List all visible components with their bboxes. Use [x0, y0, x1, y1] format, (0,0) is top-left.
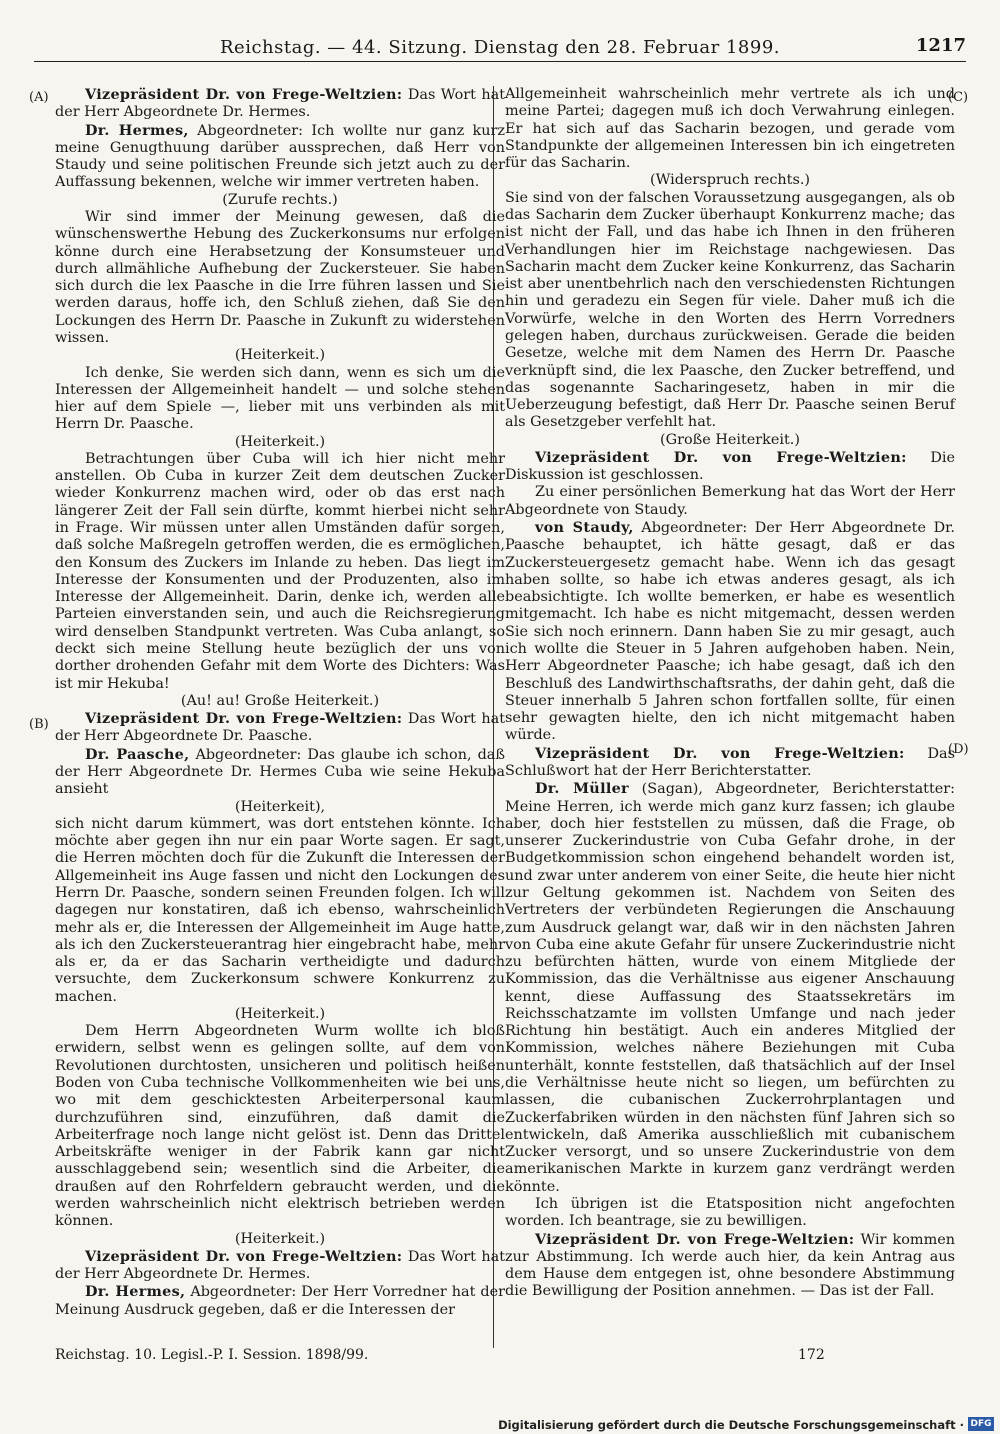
speaker-name: Dr. Müller	[535, 780, 629, 798]
margin-marker-b: (B)	[29, 717, 49, 732]
margin-marker-d: (D)	[948, 742, 969, 757]
paragraph: Vizepräsident Dr. von Frege-Weltzien: Das Wort hat der Herr Abgeordnete Dr. Paasche.	[55, 710, 506, 745]
paragraph: Ich übrigen ist die Etatsposition nicht angefochten worden. Ich beantrage, sie zu bewilligen.	[505, 1196, 955, 1230]
stage-direction: (Große Heiterkeit.)	[659, 431, 800, 448]
stage-direction: (Heiterkeit.)	[234, 1230, 326, 1247]
paragraph: Zu einer persönlichen Bemerkung hat das Wort der Herr Abgeordnete von Staudy.	[505, 484, 955, 518]
paragraph: von Staudy, Abgeordneter: Der Herr Abgeordnete Dr. Paasche behauptet, ich hätte gesagt, daß er das Zuckersteuergesetz gemacht habe. Wenn ich das gesagt haben sollte, so habe ich etwas anderes gesagt, als ich beabsichtigte. Ich wollte bemerken, er habe es wesentlich mitgemacht. Ich habe es nicht mitgemacht, dessen werden Sie sich noch erinnern. Dann haben Sie zu mir gesagt, auch ich wollte die Steuer in 5 Jahren aufgehoben haben. Nein, Herr Abgeordneter Paasche; ich habe gesagt, daß ich den Beschluß des Landwirthschaftsraths, der dahin geht, daß die Steuer innerhalb 5 Jahren schon fortfallen sollte, für einen sehr gewagten hielte, den ich nicht mitgemacht haben würde.	[505, 519, 955, 744]
paragraph: Dr. Müller (Sagan), Abgeordneter, Berichterstatter: Meine Herren, ich werde mich ganz kurz fassen; ich glaube aber, doch hier feststellen zu müssen, daß die Frage, ob unserer Zuckerindustrie von Cuba Gefahr drohe, in der Budgetkommission schon eingehend behandelt worden ist, und zwar unter anderem von einer Seite, die heute hier nicht zur Geltung gekommen ist. Nachdem von Seiten des Vertreters der verbündeten Regierungen die Anschauung zum Ausdruck gelangt war, daß wir in den nächsten Jahren von Cuba eine akute Gefahr für unsere Zuckerindustrie nicht zu befürchten hätten, wurde von einem Mitgliede der Kommission, das die Verhältnisse aus eigener Anschauung kennt, diese Auffassung des Staatssekretärs im Reichsschatzamte im vollsten Umfange und nach jeder Richtung hin bestätigt. Auch ein anderes Mitglied der Kommission, welches nähere Beziehungen mit Cuba unterhält, konnte feststellen, daß thatsächlich auf der Insel die Verhältnisse heute nicht so liegen, um befürchten zu lassen, die cubanischen Zuckerrohrplantagen und Zuckerfabriken würden in den nächsten fünf Jahren sich so entwickeln, daß Amerika ausschließlich mit cubanischem Zucker versorgt, und so unsere Zuckerindustrie von dem amerikanischen Markte in kurzem ganz verdrängt werden könnte.	[505, 780, 955, 1195]
stage-direction: (Widerspruch rechts.)	[649, 172, 811, 189]
stage-direction: (Au! au! Große Heiterkeit.)	[180, 692, 380, 709]
left-column	[55, 86, 505, 1319]
margin-marker-a: (A)	[29, 90, 49, 105]
paragraph: Dr. Hermes, Abgeordneter: Ich wollte nur ganz kurz meine Genugthuung darüber aussprechen, daß Herr von Staudy und seine politischen Freunde sich jetzt auch zu der Auffassung bekennen, welche wir immer vertreten haben.	[55, 121, 506, 191]
speaker-name: Vizepräsident Dr. von Frege-Weltzien:	[85, 1247, 403, 1265]
paragraph: Vizepräsident Dr. von Frege-Weltzien: Das Wort hat der Herr Abgeordnete Dr. Hermes.	[55, 1247, 506, 1283]
speaker-name: Vizepräsident Dr. von Frege-Weltzien:	[535, 1230, 855, 1248]
stage-direction: (Zurufe rechts.)	[222, 191, 338, 208]
running-header	[34, 33, 966, 62]
digitization-credit: Digitalisierung gefördert durch die Deutsche Forschungsgemeinschaft ·	[498, 1418, 964, 1432]
right-column	[505, 86, 955, 1301]
paragraph: Dr. Paasche, Abgeordneter: Das glaube ich schon, daß der Herr Abgeordnete Dr. Hermes Cuba wie seine Hekuba ansieht	[55, 745, 506, 798]
paragraph: Dr. Hermes, Abgeordneter: Der Herr Vorredner hat der Meinung Ausdruck gegeben, daß er die Interessen der	[55, 1283, 506, 1318]
paragraph: Allgemeinheit wahrscheinlich mehr vertrete als ich und meine Partei; dagegen muß ich doch Verwahrung einlegen. Er hat sich auf das Sacharin bezogen, und gerade vom Standpunkte der allgemeinen Interessen bin ich eingetreten für das Sacharin.	[505, 86, 955, 172]
paragraph: Sie sind von der falschen Voraussetzung ausgegangen, als ob das Sacharin dem Zucker überhaupt Konkurrenz mache; das ist nicht der Fall, und das habe ich Ihnen in den früheren Verhandlungen hier im Reichstage nachgewiesen. Das Sacharin macht dem Zucker keine Konkurrenz, das Sacharin ist aber unentbehrlich nach den verschiedensten Richtungen hin und geradezu ein Segen für viele. Daher muß ich die Vorwürfe, welche in den Worten des Herrn Vorredners gelegen haben, durchaus zurückweisen. Gerade die beiden Gesetze, welche mit dem Namen des Herrn Dr. Paasche verknüpft sind, die lex Paasche, den Zucker betreffend, und das sogenannte Sacharingesetz, haben in mir die Ueberzeugung befestigt, daß Herr Dr. Paasche seinen Beruf als Gesetzgeber verfehlt hat.	[505, 189, 955, 431]
speaker-name: Vizepräsident Dr. von Frege-Weltzien:	[535, 744, 905, 762]
dfg-logo-icon: DFG	[968, 1417, 994, 1431]
paragraph: sich nicht darum kümmert, was dort entstehen könnte. Ich möchte aber gegen ihn nur ein paar Worte sagen. Er sagt, die Herren möchten doch für die Zukunft die Interessen der Allgemeinheit ins Auge fassen und nicht den Lockungen des Herrn Dr. Paasche, sondern seinen Freunden folgen. Ich will dagegen nur konstatiren, daß ich ebenso, wahrscheinlich mehr als er, die Interessen der Allgemeinheit im Auge hatte, als ich den Zuckersteuerantrag hier eingebracht habe, mehr als er, da er das Sacharin vertheidigte und dadurch versuchte, dem Zuckerkonsum schwere Konkurrenz zu machen.	[55, 815, 505, 1005]
stage-direction: (Heiterkeit.)	[234, 1005, 326, 1022]
speaker-name: Vizepräsident Dr. von Frege-Weltzien:	[535, 448, 907, 466]
stage-direction: (Heiterkeit.)	[234, 433, 326, 450]
speaker-name: Dr. Paasche,	[85, 745, 190, 763]
paragraph: Vizepräsident Dr. von Frege-Weltzien: Das Schlußwort hat der Herr Berichterstatter.	[505, 744, 955, 779]
speaker-name: Vizepräsident Dr. von Frege-Weltzien:	[85, 86, 403, 103]
paragraph: Vizepräsident Dr. von Frege-Weltzien: Das Wort hat der Herr Abgeordnete Dr. Hermes.	[55, 86, 506, 121]
header-title: Reichstag. — 44. Sitzung. Dienstag den 28. Februar 1899.	[219, 37, 780, 58]
footer-signature-number: 172	[798, 1347, 825, 1363]
margin-marker-c: (C)	[948, 90, 969, 105]
paragraph: Ich denke, Sie werden sich dann, wenn es sich um die Interessen der Allgemeinheit handelt — und solche stehen hier auf dem Spiele —, lieber mit uns verbinden als mit Herrn Dr. Paasche.	[55, 364, 505, 433]
speaker-name: Dr. Hermes,	[85, 121, 189, 139]
speaker-name: Vizepräsident Dr. von Frege-Weltzien:	[85, 710, 403, 728]
speaker-name: Dr. Hermes,	[85, 1283, 186, 1301]
stage-direction: (Heiterkeit),	[234, 798, 326, 815]
footer-session-info: Reichstag. 10. Legisl.-P. I. Session. 1898/99.	[55, 1347, 369, 1363]
speaker-name: von Staudy,	[535, 519, 634, 537]
page-number: 1217	[915, 35, 966, 56]
paragraph: Betrachtungen über Cuba will ich hier nicht mehr anstellen. Ob Cuba in kurzer Zeit dem deutschen Zucker wieder Konkurrenz machen wird, oder ob das erst nach längerer Zeit der Fall sein dürfte, kommt hierbei nicht sehr in Frage. Wir müssen unter allen Umständen dafür sorgen, daß solche Maßregeln getroffen werden, die es ermöglichen, den Konsum des Zuckers im Inlande zu heben. Das liegt im Interesse der Konsumenten und der Produzenten, also im Interesse der Allgemeinheit. Darin, denke ich, werden alle Parteien einverstanden sein, und auch die Reichsregierung wird denselben Standpunkt vertreten. Was Cuba anlangt, so deckt sich meine Stellung heute bezüglich der uns von dorther drohenden Gefahr mit dem Worte des Dichters: Was ist mir Hekuba!	[55, 450, 505, 692]
paragraph: Wir sind immer der Meinung gewesen, daß die wünschenswerthe Hebung des Zuckerkonsums nur erfolgen könne durch eine Herabsetzung der Konsumsteuer und durch allmähliche Aufhebung der Zuckersteuer. Sie haben sich durch die lex Paasche in die Irre führen lassen und Sie werden daraus, hoffe ich, den Schluß ziehen, daß Sie den Lockungen des Herrn Dr. Paasche in Zukunft zu widerstehen wissen.	[55, 208, 505, 346]
paragraph: Vizepräsident Dr. von Frege-Weltzien: Die Diskussion ist geschlossen.	[505, 448, 955, 484]
paragraph: Vizepräsident Dr. von Frege-Weltzien: Wir kommen zur Abstimmung. Ich werde auch hier, da kein Antrag aus dem Hause dem entgegen ist, ohne besondere Abstimmung die Bewilligung der Position annehmen. — Das ist der Fall.	[505, 1230, 956, 1300]
stage-direction: (Heiterkeit.)	[234, 347, 326, 364]
paragraph: Dem Herrn Abgeordneten Wurm wollte ich bloß erwidern, selbst wenn es gelingen sollte, auf dem von Revolutionen durchtosten, unsicheren und politisch heißen Boden von Cuba technische Vollkommenheiten wie bei uns, wo mit dem geschicktesten Arbeiterpersonal kaum durchzuführen sind, einzuführen, daß damit die Arbeiterfrage noch lange nicht gelöst ist. Denn das Drittel Arbeitskräfte weniger in der Fabrik kann gar nicht ausschlaggebend sein; wesentlich sind die Arbeiter, die draußen auf den Rohrfeldern gebraucht werden, und die werden wahrscheinlich nicht elektrisch betrieben werden können.	[55, 1023, 505, 1230]
digitization-bar	[0, 1416, 1000, 1434]
